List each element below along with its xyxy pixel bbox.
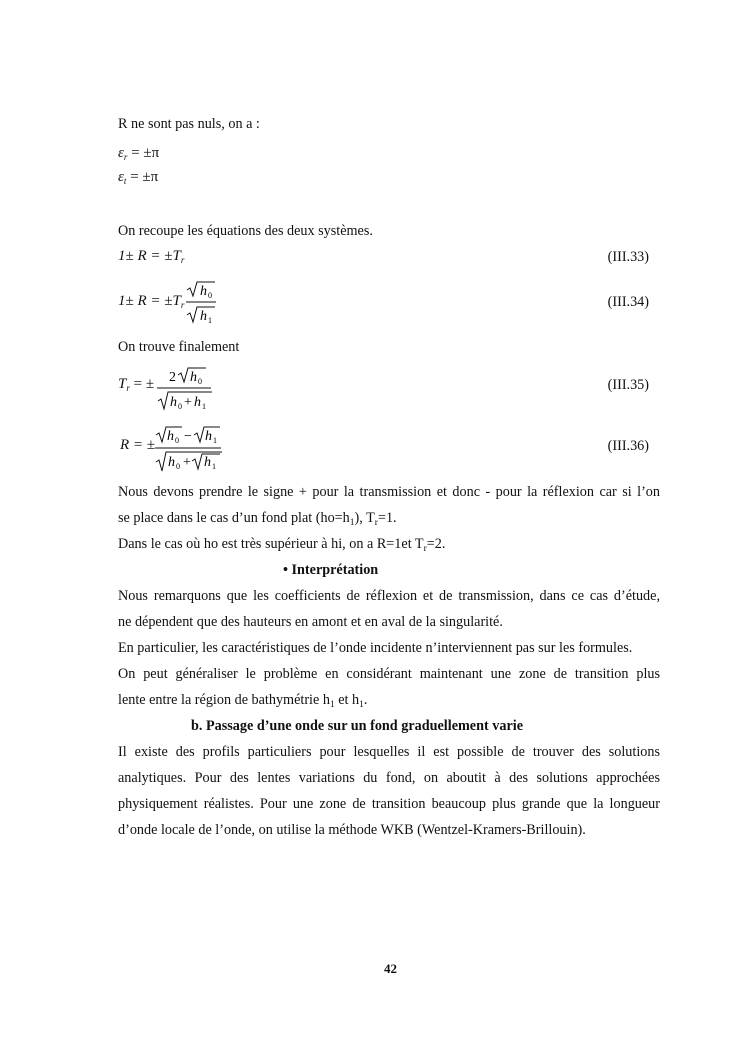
num-h: h	[190, 370, 197, 385]
den-h0-sub: 0	[176, 462, 180, 471]
paragraph-cas: Dans le cas où ho est très supérieur à hi, on a R=1et $T_r=2$.	[118, 536, 446, 554]
paragraph-generaliser-line2: lente entre la région de bathymétrie $h_1$ et $h_1$.	[118, 692, 368, 710]
equation-number-33: (III.33)	[607, 249, 649, 265]
den-h0: h	[168, 455, 175, 470]
equation-number-34: (III.34)	[607, 294, 649, 310]
den-plus: +	[183, 455, 191, 470]
equation-eps-t: $\varepsilon_t = \pm\pi$	[118, 169, 159, 186]
paragraph-profils-line3: physiquement réalistes. Pour une zone de transition beaucoup plus grande que la longueur	[118, 796, 660, 812]
equation-number-36: (III.36)	[607, 438, 649, 454]
frac-den-sub: 1	[208, 316, 212, 325]
den-h0: h	[170, 395, 177, 410]
paragraph-profils-line4: d’onde locale de l’onde, on utilise la méthode WKB (Wentzel-Kramers-Brillouin).	[118, 822, 586, 838]
equation-III-34-fraction	[185, 280, 225, 326]
equation-eps-r: $\varepsilon_r = \pm\pi$	[118, 145, 160, 162]
paragraph-signe-line2: se place dans le cas d’un fond plat $(ho=h_1)$, $T_r=1$.	[118, 510, 397, 528]
paragraph-profils-line1: Il existe des profils particuliers pour lesquelles il est possible de trouver des solutions	[118, 744, 660, 760]
den-plus: +	[184, 395, 192, 410]
num-h0: h	[167, 429, 174, 444]
paragraph-profils-line2: analytiques. Pour des lentes variations du fond, on aboutit à des solutions approchées	[118, 770, 660, 786]
equation-III-35-lhs: $T_r$ = ±	[118, 376, 155, 393]
den-h1: h	[194, 395, 201, 410]
equation-III-35-fraction	[156, 364, 216, 412]
equation-III-36-lhs: R = ±	[120, 437, 156, 453]
paragraph-particulier: En particulier, les caractéristiques de l’onde incidente n’interviennent pas sur les formules.	[118, 640, 633, 656]
paragraph-generaliser-line1: On peut généraliser le problème en considérant maintenant une zone de transition plus	[118, 666, 660, 682]
den-h1-sub: 1	[212, 462, 216, 471]
frac-num-h: h	[200, 284, 207, 299]
den-h1-sub: 1	[202, 402, 206, 411]
equation-III-36-fraction	[154, 422, 226, 474]
page-number: 42	[384, 961, 397, 976]
num-h1-sub: 1	[213, 436, 217, 445]
paragraph-trouve: On trouve finalement	[118, 339, 240, 355]
frac-num-2: 2	[169, 370, 176, 385]
paragraph-signe-line1: Nous devons prendre le signe + pour la transmission et donc - pour la réflexion car si l’on	[118, 484, 660, 500]
paragraph-remarquons-line1: Nous remarquons que les coefficients de réflexion et de transmission, dans ce cas d’étude,	[118, 588, 660, 604]
frac-den-h: h	[200, 309, 207, 324]
heading-interpretation: • Interprétation	[283, 562, 379, 578]
den-h1: h	[204, 455, 211, 470]
den-h0-sub: 0	[178, 402, 182, 411]
paragraph-recoupe: On recoupe les équations des deux systèmes.	[118, 223, 373, 239]
intro-text: R ne sont pas nuls, on a :	[118, 116, 260, 132]
frac-num-sub: 0	[208, 291, 212, 300]
num-minus: −	[184, 429, 192, 444]
heading-section-b: b. Passage d’une onde sur un fond graduellement varie	[191, 718, 523, 734]
paragraph-remarquons-line2: ne dépendent que des hauteurs en amont et en aval de la singularité.	[118, 614, 503, 630]
equation-III-34-lhs: $1\pm R = \pm T_r$	[118, 293, 185, 310]
equation-III-33: $1\pm R = \pm T_r$	[118, 248, 185, 265]
num-h1: h	[205, 429, 212, 444]
num-h0-sub: 0	[175, 436, 179, 445]
equation-number-35: (III.35)	[607, 377, 649, 393]
num-h-sub: 0	[198, 377, 202, 386]
